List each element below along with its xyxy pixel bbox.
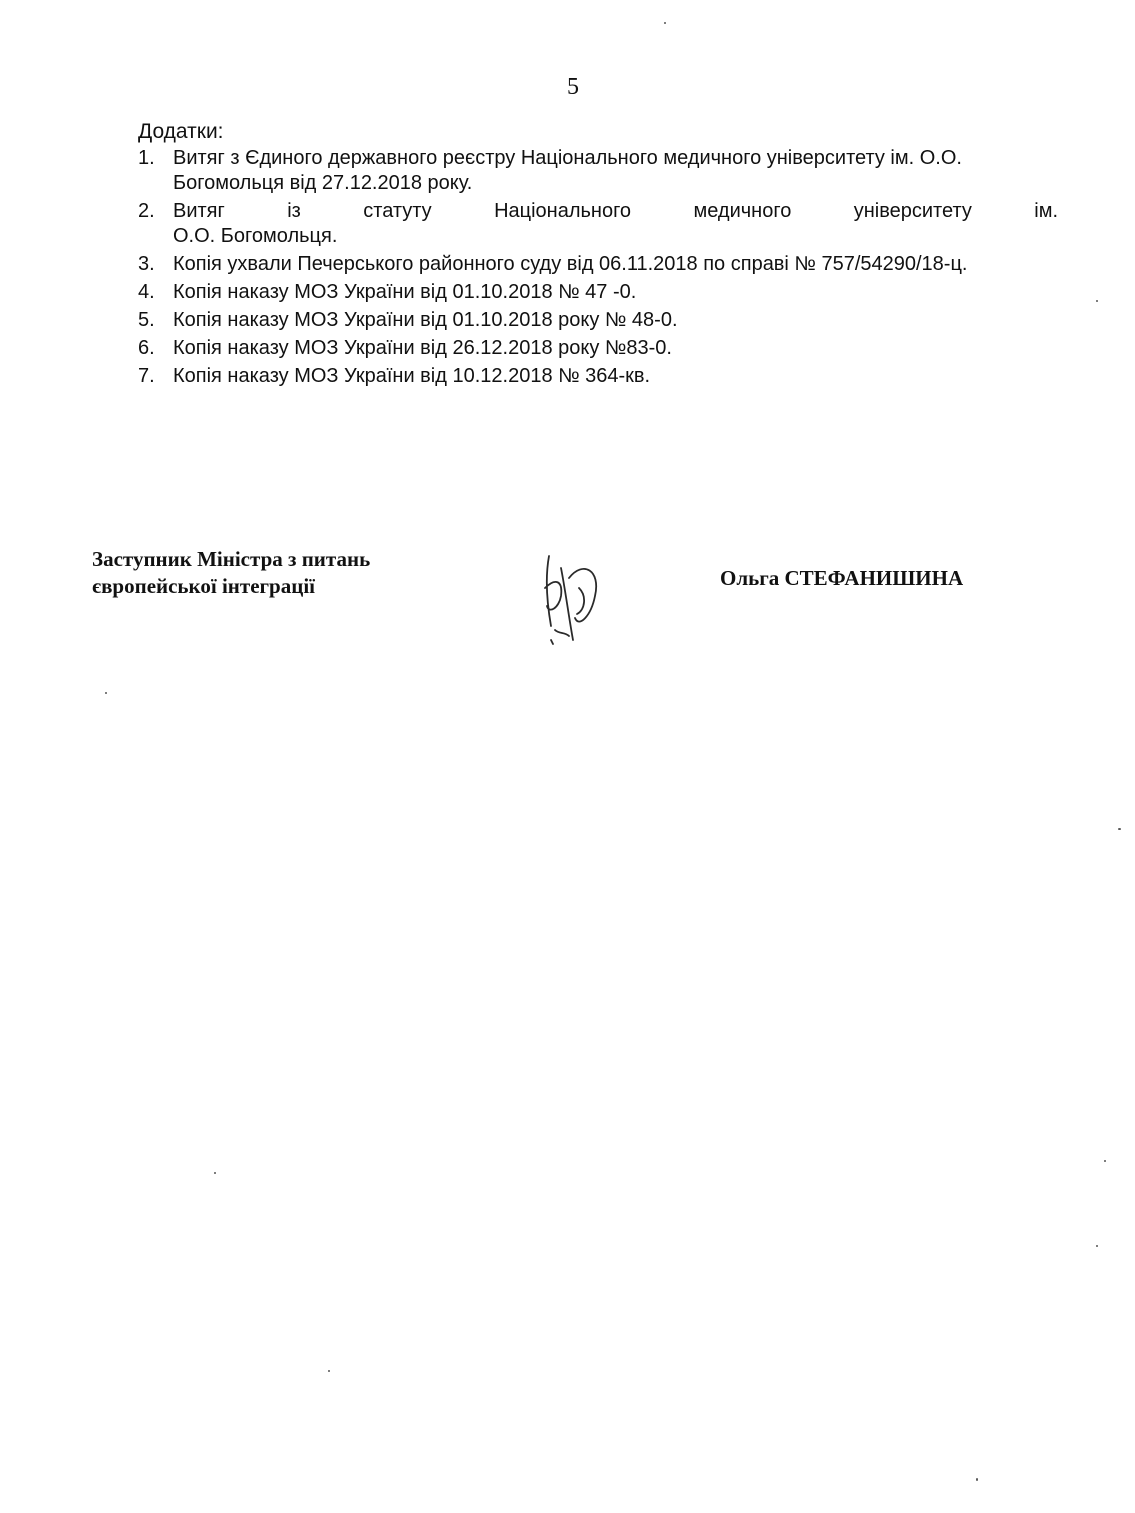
attachment-number: 7.	[138, 365, 155, 387]
scan-speck	[105, 692, 107, 694]
attachment-item	[138, 336, 1058, 361]
scan-speck	[1104, 1160, 1106, 1162]
attachment-number: 3.	[138, 253, 155, 275]
attachment-text: Витяг з Єдиного державного реєстру Національного медичного університету ім. О.О.	[173, 147, 962, 169]
scan-speck	[1118, 828, 1121, 830]
attachment-item	[138, 252, 1058, 277]
attachment-number: 2.	[138, 200, 155, 222]
attachment-number: 6.	[138, 337, 155, 359]
attachment-number: 4.	[138, 281, 155, 303]
scan-speck	[976, 1478, 978, 1481]
attachment-item	[138, 280, 1058, 305]
attachment-text-continued: О.О. Богомольця.	[173, 225, 338, 247]
attachments-list	[138, 146, 1058, 392]
signatory-position-line: європейської інтеграції	[92, 574, 316, 598]
scan-speck	[664, 22, 666, 24]
attachment-number: 5.	[138, 309, 155, 331]
attachment-item	[138, 199, 1058, 249]
attachment-item	[138, 146, 1058, 196]
attachment-text-continued: Богомольця від 27.12.2018 року.	[173, 172, 473, 194]
attachment-text: Копія наказу МОЗ України від 10.12.2018 № 364-кв.	[173, 365, 651, 387]
attachment-number: 1.	[138, 147, 155, 169]
attachment-text: Копія наказу МОЗ України від 01.10.2018 року № 48-0.	[173, 309, 678, 331]
scan-speck	[214, 1172, 216, 1174]
scan-speck	[1096, 1245, 1098, 1247]
attachment-text: Копія наказу МОЗ України від 01.10.2018 № 47 -0.	[173, 281, 637, 303]
attachment-text: Витяг із статуту Національного медичного університету ім.	[173, 200, 1058, 222]
handwritten-signature	[535, 548, 615, 648]
attachment-item	[138, 364, 1058, 389]
signatory-name: Ольга СТЕФАНИШИНА	[720, 566, 964, 590]
attachment-text: Копія ухвали Печерського районного суду від 06.11.2018 по справі № 757/54290/18-ц.	[173, 253, 968, 275]
attachment-item	[138, 308, 1058, 333]
attachments-heading: Додатки:	[138, 120, 224, 143]
scan-speck	[328, 1370, 330, 1372]
scan-speck	[1096, 300, 1098, 302]
signatory-position-line: Заступник Міністра з питань	[92, 547, 371, 571]
page-number: 5	[567, 74, 579, 100]
attachment-text: Копія наказу МОЗ України від 26.12.2018 року №83-0.	[173, 337, 672, 359]
signatory-position	[92, 546, 370, 600]
